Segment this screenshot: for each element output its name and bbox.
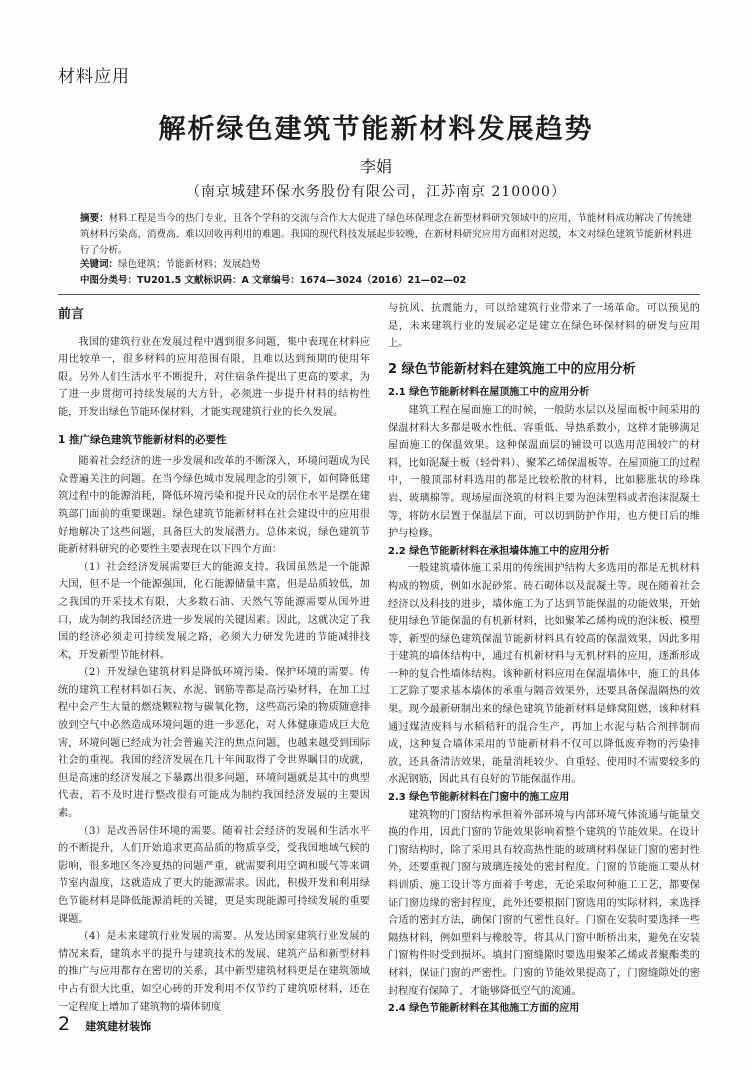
section-1-item-3: （3）是改善居住环境的需要。随着社会经济的发展和生活水平的不断提升，人们开始追求更高品质的物质享受，受我国地域气候的影响，很多地区冬冷夏热的问题严重，就需要利用空调和暖气等来调节室内温度，这就造成了更大的能源需求。因此，积极开发和利用绿色节能材料是降低能源消耗的关键，更是实现能源可持续发展的重要课题。 xyxy=(58,825,370,925)
author: 李娟 xyxy=(359,157,392,176)
continued-paragraph: 与抗风、抗震能力，可以给建筑行业带来了一场革命。可以预见的是，未来建筑行业的发展必定是建立在绿色环保材料的研发与应用上。 xyxy=(388,303,700,350)
preface-paragraph: 我国的建筑行业在发展过程中遇到很多问题，集中表现在材料应用比较单一，很多材料的应用范围有限，且难以达到预期的使用年限。另外人们生活水平不断提升，对住宿条件提出了更高的要求，为了进一步贯彻可持续发展的大方针，必须进一步提升材料的结构性能，开发出绿色节能环保材料，才能实现建筑行业的长久发展。 xyxy=(58,336,370,418)
section-1-item-2: （2）开发绿色建筑材料是降低环境污染、保护环境的需要。传统的建筑工程材料如石灰、水泥、钢筋等都是高污染材料，在加工过程中会产生大量的燃烧颗粒物与碳氧化物，这些高污染的物质随意排放到空气中必然造成环境问题的进一步恶化，对人体健康造成巨大危害，环境问题已经成为社会普遍关注的焦点问题，也越来越受到国际社会的重视。我国的经济发展在几十年间取得了令世界瞩目的成就，但是高速的经济发展之下暴露出很多问题，环境问题就是其中的典型代表，若不及时进行整改很有可能成为制约我国经济发展的主要因素。 xyxy=(58,667,370,820)
preface-heading: 前言 xyxy=(58,307,85,322)
classification: 中图分类号：TU201.5 文献标识码：A 文章编号：1674—3024（2016）21—02—02 xyxy=(80,275,467,286)
section-1-paragraph: 随着社会经济的进一步发展和改革的不断深入，环境问题成为民众普遍关注的问题。在当今绿色城市发展理念的引领下，如何降低建筑过程中的能源消耗，降低环境污染和提升民众的居住水平是摆在建筑部门面前的重要课题。绿色建筑节能新材料在社会建设中的应用很好地解决了这些问题，具备巨大的发展潜力。总体来说，绿色建筑节能新材料研究的必要性主要表现在以下四个方面： xyxy=(58,456,370,556)
keywords: 绿色建筑；节能新材料；发展趋势 xyxy=(118,259,261,270)
article-title: 解析绿色建筑节能新材料发展趋势 xyxy=(158,114,594,145)
section-2-3-paragraph: 建筑物的门窗结构承担着外部环境与内部环境气体流通与能量交换的作用，因此门窗的节能效果影响着整个建筑的节能效果。在设计门窗结构时，除了采用具有较高热性能的玻璃材料保证门窗的密封性外，还要重视门窗与玻璃连接处的密封程度。门窗的节能施工要从材料训质、施工设计等方面着手考虑，无论采取何种施工工艺，都要保证门窗边缘的密封程度，此外还要根据门窗选用的实际材料，来选择合适的密封方法，确保门窗的气密性良好。门窗在安装时要选择一些隔热材料，例如塑料与橡胶等，将其从门窗中断桥出来，避免在安装门窗构件时受到损坏。填封门窗缝隙时要选用聚苯乙烯或者聚酯类的材料，保证门窗的严密性。门窗的节能效果提高了，门窗缝隙处的密封程度有保障了，才能够降低空气的流通。 xyxy=(388,809,700,997)
section-2-1-paragraph: 建筑工程在屋面施工的时候，一般防水层以及屋面板中间采用的保温材料大多都是吸水性低、容重低、导热系数小，这样才能够满足屋面施工的保温效果。这种保温面层的铺设可以选用范围较广的材料，比如泥凝土板（轻骨料）、聚苯乙烯保温板等。在屋顶施工的过程中，一般顶部材料选用的都是比较松散的材料，比如膨胀状的珍珠岩、玻璃棉等。现场屋面浇筑的材料主要为泡沫塑料或者泡沫混凝土等，将防水层置于保温层下面，可以切到防护作用，也方便日后的维护与检修。 xyxy=(388,404,700,540)
section-1-heading: 1 推广绿色建筑节能新材料的必要性 xyxy=(58,433,227,446)
right-column xyxy=(388,300,700,1018)
divider xyxy=(58,294,700,295)
page-footer xyxy=(58,1013,151,1035)
classification-line xyxy=(80,274,692,288)
section-2-2-paragraph: 一般建筑墙体施工采用的传统围护结构大多选用的都是无机材料构成的物质，例如水泥砂浆、砖石砌体以及混凝土等。现在随着社会经济以及科技的进步，墙体施工为了达到节能保温的功能效果，开始使用绿色节能保温的有机新材料，比如聚苯乙烯构成的泡沫板、模塑等，新型的绿色建筑保温节能新材料具有较高的保温效果，因此多用于建筑的墙体结构中，通过有机新材料与无机材料的应用，逐渐形成一种的复合性墙体结构。该种新材料应用在保温墙体中，施工的具体工艺除了要求基本墙体的承重与隔音效果外，还要具备保温隔热的效果。现今最新研制出来的绿色建筑节能新材料是蜂窝阻燃，该种材料通过煤渣废料与水稻秸秆的混合生产，再加上水泥与粘合剂拌制而成，这种复合墙体采用的节能新材料不仅可以降低废弃物的污染排放，还具备清洁效果，能量消耗较少、自重轻、使用时不需要较多的水泥钢筋，因此具有良好的节能保温作用。 xyxy=(388,563,700,786)
section-1-item-1: （1）社会经济发展需要巨大的能源支持。我国虽然是一个能源大国，但不是一个能源强国，化石能源储量丰富，但是品质较低，加之我国的开采技术有限，大多数石油、天然气等能源需要从国外进口，成为制约我国经济进一步发展的关键因素。因此，这就决定了我国的经济必须走可持续发展之路，必须大力研发先进的节能减排技术，开发新型节能材料。 xyxy=(58,561,370,661)
abstract-text: 材料工程是当今的热门专业，且各个学科的交流与合作大大促进了绿色环保理念在新型材料研究领域中的应用，节能材料成功解决了传统建筑材料污染高、消费高、难以回收再利用的难题。我国的现代科技发展起步较晚，在新材料研究应用方面相对迟缓，本文对绿色建筑节能新材料进行了分析。 xyxy=(80,213,692,256)
left-column xyxy=(58,300,370,1016)
section-2-heading: 2 绿色节能新材料在建筑施工中的应用分析 xyxy=(388,361,636,377)
journal-name: 建筑建材装饰 xyxy=(85,1020,152,1033)
section-2-2-heading: 2.2 绿色节能新材料在承担墙体施工中的应用分析 xyxy=(388,545,610,557)
affiliation: （南京城建环保水务股份有限公司，江苏南京 210000） xyxy=(186,184,566,200)
section-1-item-4: （4）是未来建筑行业发展的需要。从发达国家建筑行业发展的情况来看，建筑水平的提升与建筑技术的发展、建筑产品和新型材料的推广与应用都存在密切的关系，其中新型建筑材料更是在建筑领域中占有很大比重，如空心砖的开发利用不仅节约了建筑原材料，还在一定程度上增加了建筑物的墙体韧度 xyxy=(58,931,370,1013)
section-2-1-heading: 2.1 绿色节能新材料在屋顶施工中的应用分析 xyxy=(388,387,590,399)
keywords-label: 关键词： xyxy=(80,259,119,270)
abstract-label: 摘要： xyxy=(80,213,109,224)
section-tag: 材料应用 xyxy=(58,67,130,87)
abstract xyxy=(80,211,692,259)
section-2-4-heading: 2.4 绿色节能新材料在其他施工方面的应用 xyxy=(388,1003,580,1015)
keywords-line xyxy=(80,258,692,272)
section-2-3-heading: 2.3 绿色节能新材料在门窗中的施工应用 xyxy=(388,792,570,804)
page-number: 2 xyxy=(58,1013,71,1035)
